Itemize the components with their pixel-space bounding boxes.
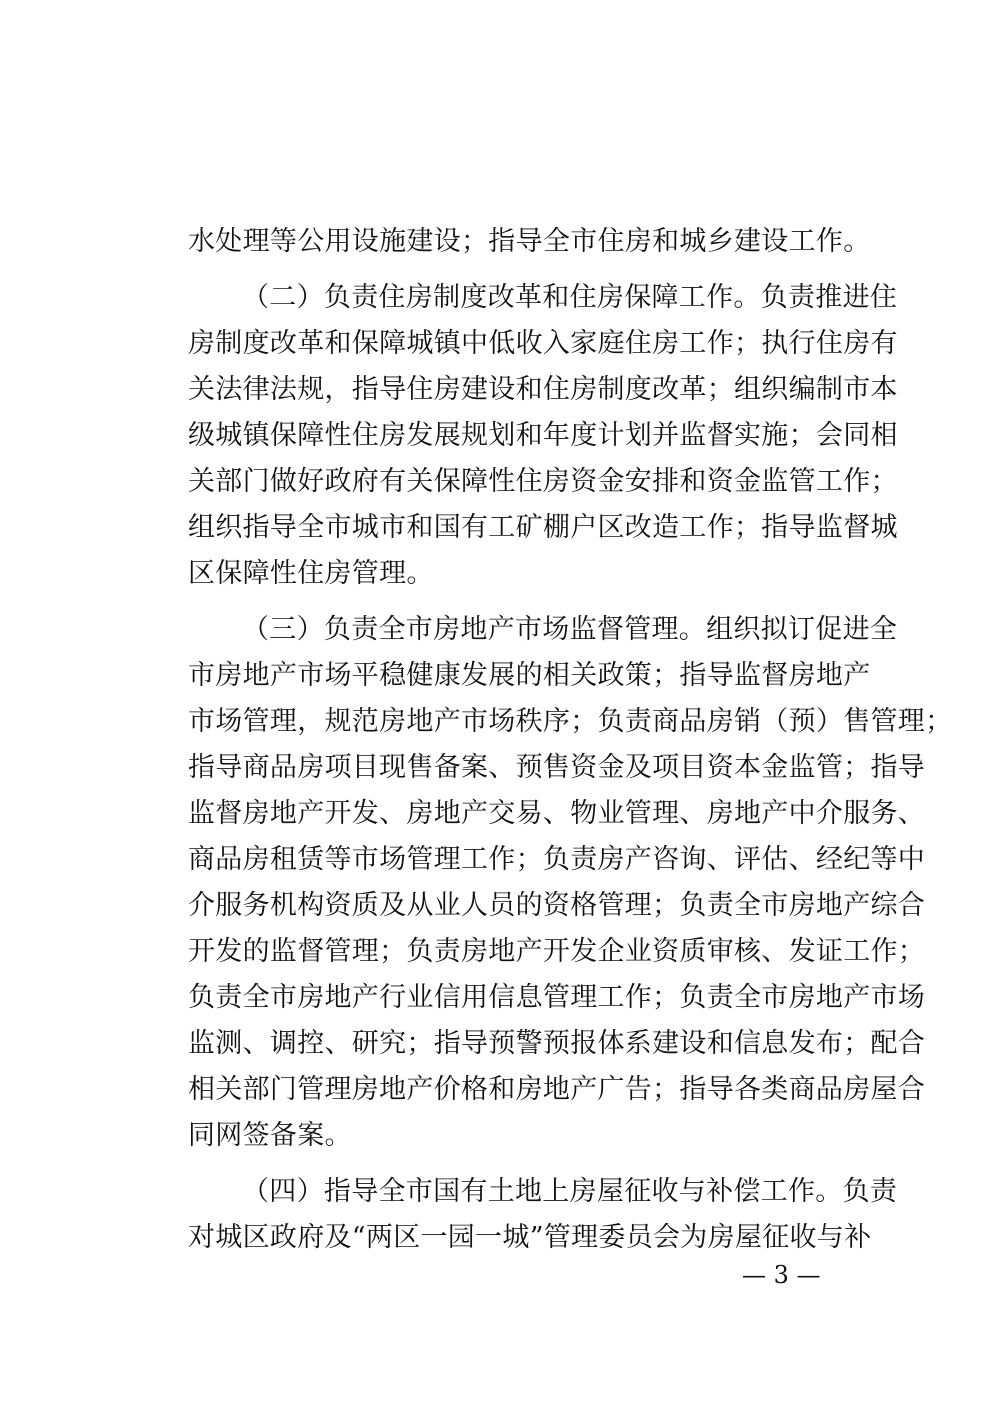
text-line: 关法律法规，指导住房建设和住房制度改革；组织编制市本 xyxy=(188,374,898,405)
text-line: 商品房租赁等市场管理工作；负责房产咨询、评估、经纪等中 xyxy=(188,844,926,875)
text-line: 房制度改革和保障城镇中低收入家庭住房工作；执行住房有 xyxy=(188,328,898,359)
text-line: 同网签备案。 xyxy=(188,1120,352,1151)
text-line: 组织指导全市城市和国有工矿棚户区改造工作；指导监督城 xyxy=(188,512,898,543)
text-line: 水处理等公用设施建设；指导全市住房和城乡建设工作。 xyxy=(188,226,871,257)
text-line: （二）负责住房制度改革和住房保障工作。负责推进住 xyxy=(242,282,898,313)
text-line: 监测、调控、研究；指导预警预报体系建设和信息发布；配合 xyxy=(188,1028,926,1059)
text-line: 区保障性住房管理。 xyxy=(188,558,434,589)
text-line: 市房地产市场平稳健康发展的相关政策；指导监督房地产 xyxy=(188,660,871,691)
text-line: 指导商品房项目现售备案、预售资金及项目资本金监管；指导 xyxy=(188,752,926,783)
text-line: （三）负责全市房地产市场监督管理。组织拟订促进全 xyxy=(242,614,898,645)
text-line: 监督房地产开发、房地产交易、物业管理、房地产中介服务、 xyxy=(188,798,926,829)
text-line: 级城镇保障性住房发展规划和年度计划并监督实施；会同相 xyxy=(188,420,898,451)
text-line: 介服务机构资质及从业人员的资格管理；负责全市房地产综合 xyxy=(188,890,926,921)
text-line: 关部门做好政府有关保障性住房资金安排和资金监管工作； xyxy=(188,466,898,497)
text-line: 对城区政府及“两区一园一城”管理委员会为房屋征收与补 xyxy=(188,1222,872,1253)
text-line: （四）指导全市国有土地上房屋征收与补偿工作。负责 xyxy=(242,1176,898,1207)
text-line: 开发的监督管理；负责房地产开发企业资质审核、发证工作； xyxy=(188,936,926,967)
text-line: 负责全市房地产行业信用信息管理工作；负责全市房地产市场 xyxy=(188,982,926,1013)
text-line: 相关部门管理房地产价格和房地产广告；指导各类商品房屋合 xyxy=(188,1074,926,1105)
text-line: 市场管理，规范房地产市场秩序；负责商品房销（预）售管理； xyxy=(188,706,953,737)
page-number: — 3 — xyxy=(742,1261,821,1289)
